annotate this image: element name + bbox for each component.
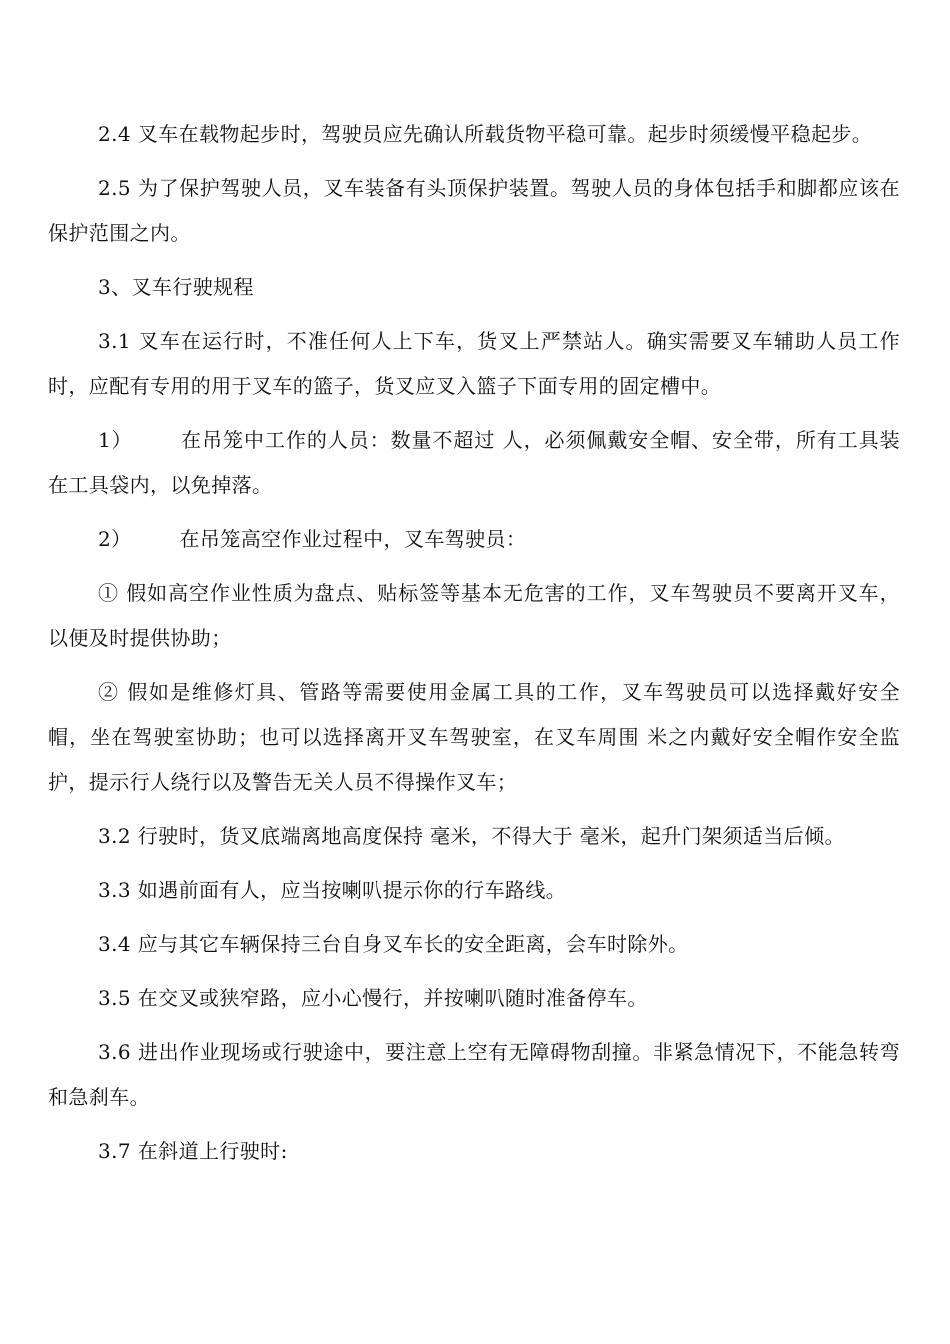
list-item-2-text: 在吊笼高空作业过程中，叉车驾驶员：: [179, 527, 527, 551]
list-item-2: [48, 517, 900, 562]
paragraph-3-4: 3.4 应与其它车辆保持三台自身叉车长的安全距离，会车时除外。: [98, 932, 689, 956]
document-body: [48, 112, 900, 1183]
section-heading-3: 3、叉车行驶规程: [98, 275, 254, 299]
sub-item-circle-1: ① 假如高空作业性质为盘点、贴标签等基本无危害的工作，叉车驾驶员不要离开叉车，以便及时提供协助；: [48, 581, 900, 650]
list-marker-1: 1）: [98, 428, 133, 452]
sub-item-circle-2: ② 假如是维修灯具、管路等需要使用金属工具的工作，叉车驾驶员可以选择戴好安全帽，坐在驾驶室协助；也可以选择离开叉车驾驶室，在叉车周围 米之内戴好安全帽作安全监护，提示行人绕行以及警告无关人员不得操作叉车；: [48, 680, 900, 794]
paragraph-3-3: 3.3 如遇前面有人，应当按喇叭提示你的行车路线。: [98, 878, 567, 902]
list-item-1: [48, 418, 900, 508]
paragraph-3-2: 3.2 行驶时，货叉底端离地高度保持 毫米，不得大于 毫米，起升门架须适当后倾。: [98, 824, 845, 848]
paragraph-2-5: 2.5 为了保护驾驶人员，叉车装备有头顶保护装置。驾驶人员的身体包括手和脚都应该在保护范围之内。: [48, 176, 900, 245]
list-marker-2: 2）: [98, 527, 132, 551]
paragraph-2-4: 2.4 叉车在载物起步时，驾驶员应先确认所载货物平稳可靠。起步时须缓慢平稳起步。: [98, 122, 873, 146]
paragraph-3-1: 3.1 叉车在运行时，不准任何人上下车，货叉上严禁站人。确实需要叉车辅助人员工作时，应配有专用的用于叉车的篮子，货叉应叉入篮子下面专用的固定槽中。: [48, 329, 900, 398]
paragraph-3-7: 3.7 在斜道上行驶时:: [98, 1139, 288, 1163]
list-item-1-text: 在吊笼中工作的人员：数量不超过 人，必须佩戴安全帽、安全带，所有工具装在工具袋内，以免掉落。: [48, 428, 901, 497]
paragraph-3-5: 3.5 在交叉或狭窄路，应小心慢行，并按喇叭随时准备停车。: [98, 986, 648, 1010]
paragraph-3-6: 3.6 进出作业现场或行驶途中，要注意上空有无障碍物刮撞。非紧急情况下，不能急转弯和急刹车。: [48, 1040, 900, 1109]
